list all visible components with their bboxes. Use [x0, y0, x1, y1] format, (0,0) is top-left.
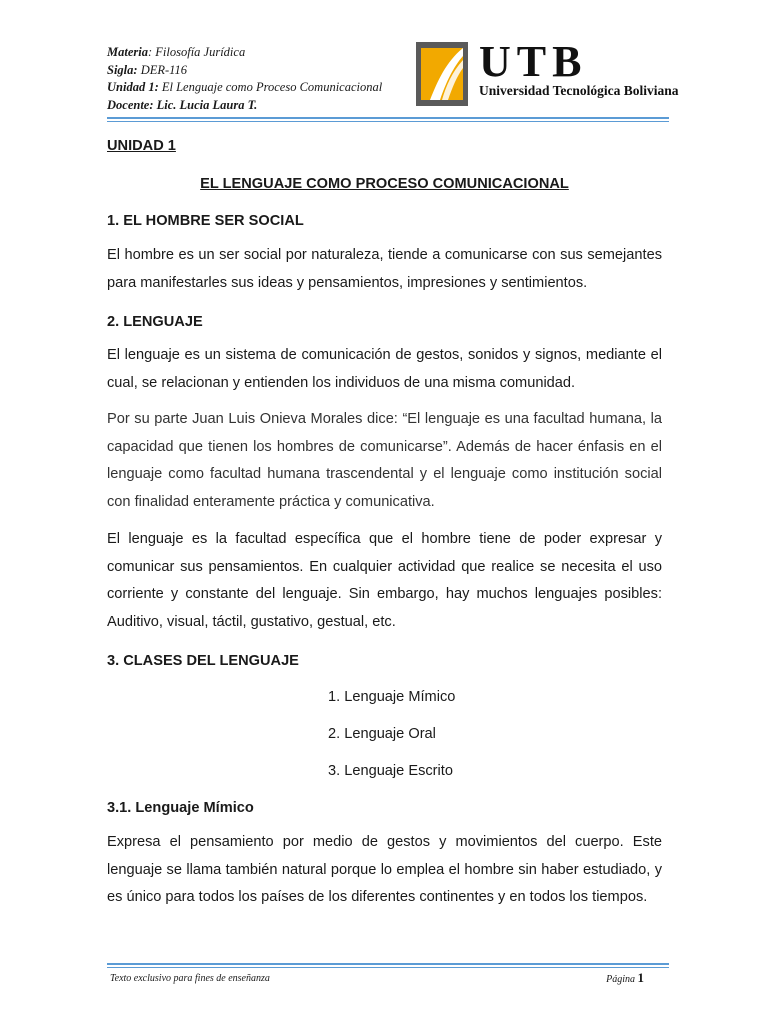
footer-rule-thin [107, 967, 669, 968]
header-rule-thin [107, 121, 669, 122]
unidad-label: Unidad 1: [107, 80, 159, 94]
logo-subtitle: Universidad Tecnológica Boliviana [479, 83, 679, 98]
docente-label: Docente: Lic. Lucia Laura T. [107, 97, 258, 112]
header-materia [107, 44, 407, 62]
header-rule [107, 117, 669, 119]
document-header-info [107, 44, 407, 114]
section-3-1-paragraph: Expresa el pensamiento por medio de gestos y movimientos del cuerpo. Este lenguaje se llama también natural porque lo emplea el hombre sin haber estudiado, y es único para todos los países de los diferentes continentes y en todos los tiempos. [107, 834, 662, 905]
main-title: EL LENGUAJE COMO PROCESO COMUNICACIONAL [200, 176, 569, 192]
section-2-paragraph-3: El lenguaje es la facultad específica que el hombre tiene de poder expresar y comunicar sus pensamientos. En cualquier actividad que realice se necesita el uso corriente y constante del lenguaje. Sin embargo, hay muchos lenguajes posibles: Auditivo, visual, táctil, gustativo, gestual, etc. [107, 531, 662, 630]
list-item: 1. Lenguaje Mímico [328, 689, 456, 705]
section-3-heading: 3. CLASES DEL LENGUAJE [107, 653, 299, 669]
materia-label: Materia [107, 45, 148, 59]
header-sigla [107, 62, 407, 80]
section-2-paragraph-2: Por su parte Juan Luis Onieva Morales dice: “El lenguaje es una facultad humana, la capacidad que tienen los hombres de comunicarse”. Además de hacer énfasis en el lenguaje como facultad humana trascendental y el lenguaje como institución social con finalidad enteramente práctica y comunicativa. [107, 411, 662, 510]
header-docente [107, 97, 407, 115]
list-item: 3. Lenguaje Escrito [328, 763, 453, 779]
footer-text: Texto exclusivo para fines de enseñanza [110, 973, 270, 984]
sigla-label: Sigla: [107, 62, 138, 77]
sigla-value: DER-116 [137, 62, 187, 77]
section-1-paragraph: El hombre es un ser social por naturaleza, tiende a comunicarse con sus semejantes para manifestarles sus ideas y pensamientos, impresiones y sentimientos. [107, 247, 662, 291]
list-item: 2. Lenguaje Oral [328, 726, 436, 742]
section-1-heading: 1. EL HOMBRE SER SOCIAL [107, 213, 304, 229]
page-number [606, 970, 644, 986]
section-3-1-heading: 3.1. Lenguaje Mímico [107, 800, 254, 816]
page-label: Página [606, 974, 635, 985]
footer-rule [107, 963, 669, 965]
document-body [107, 136, 662, 912]
section-2-heading: 2. LENGUAJE [107, 314, 203, 330]
utb-logo [416, 37, 686, 110]
section-2-paragraph-1: El lenguaje es un sistema de comunicación de gestos, sonidos y signos, mediante el cual, se relacionan y entienden los individuos de una misma comunidad. [107, 347, 662, 391]
header-unidad [107, 79, 407, 97]
materia-value: : Filosofía Jurídica [147, 45, 246, 59]
logo-text: UTB [479, 37, 588, 86]
language-types-list [107, 687, 662, 781]
unidad-value: El Lenguaje como Proceso Comunicacional [158, 80, 383, 94]
page-number-value: 1 [637, 970, 644, 985]
unit-title: UNIDAD 1 [107, 138, 176, 154]
utb-emblem-icon [416, 42, 468, 106]
